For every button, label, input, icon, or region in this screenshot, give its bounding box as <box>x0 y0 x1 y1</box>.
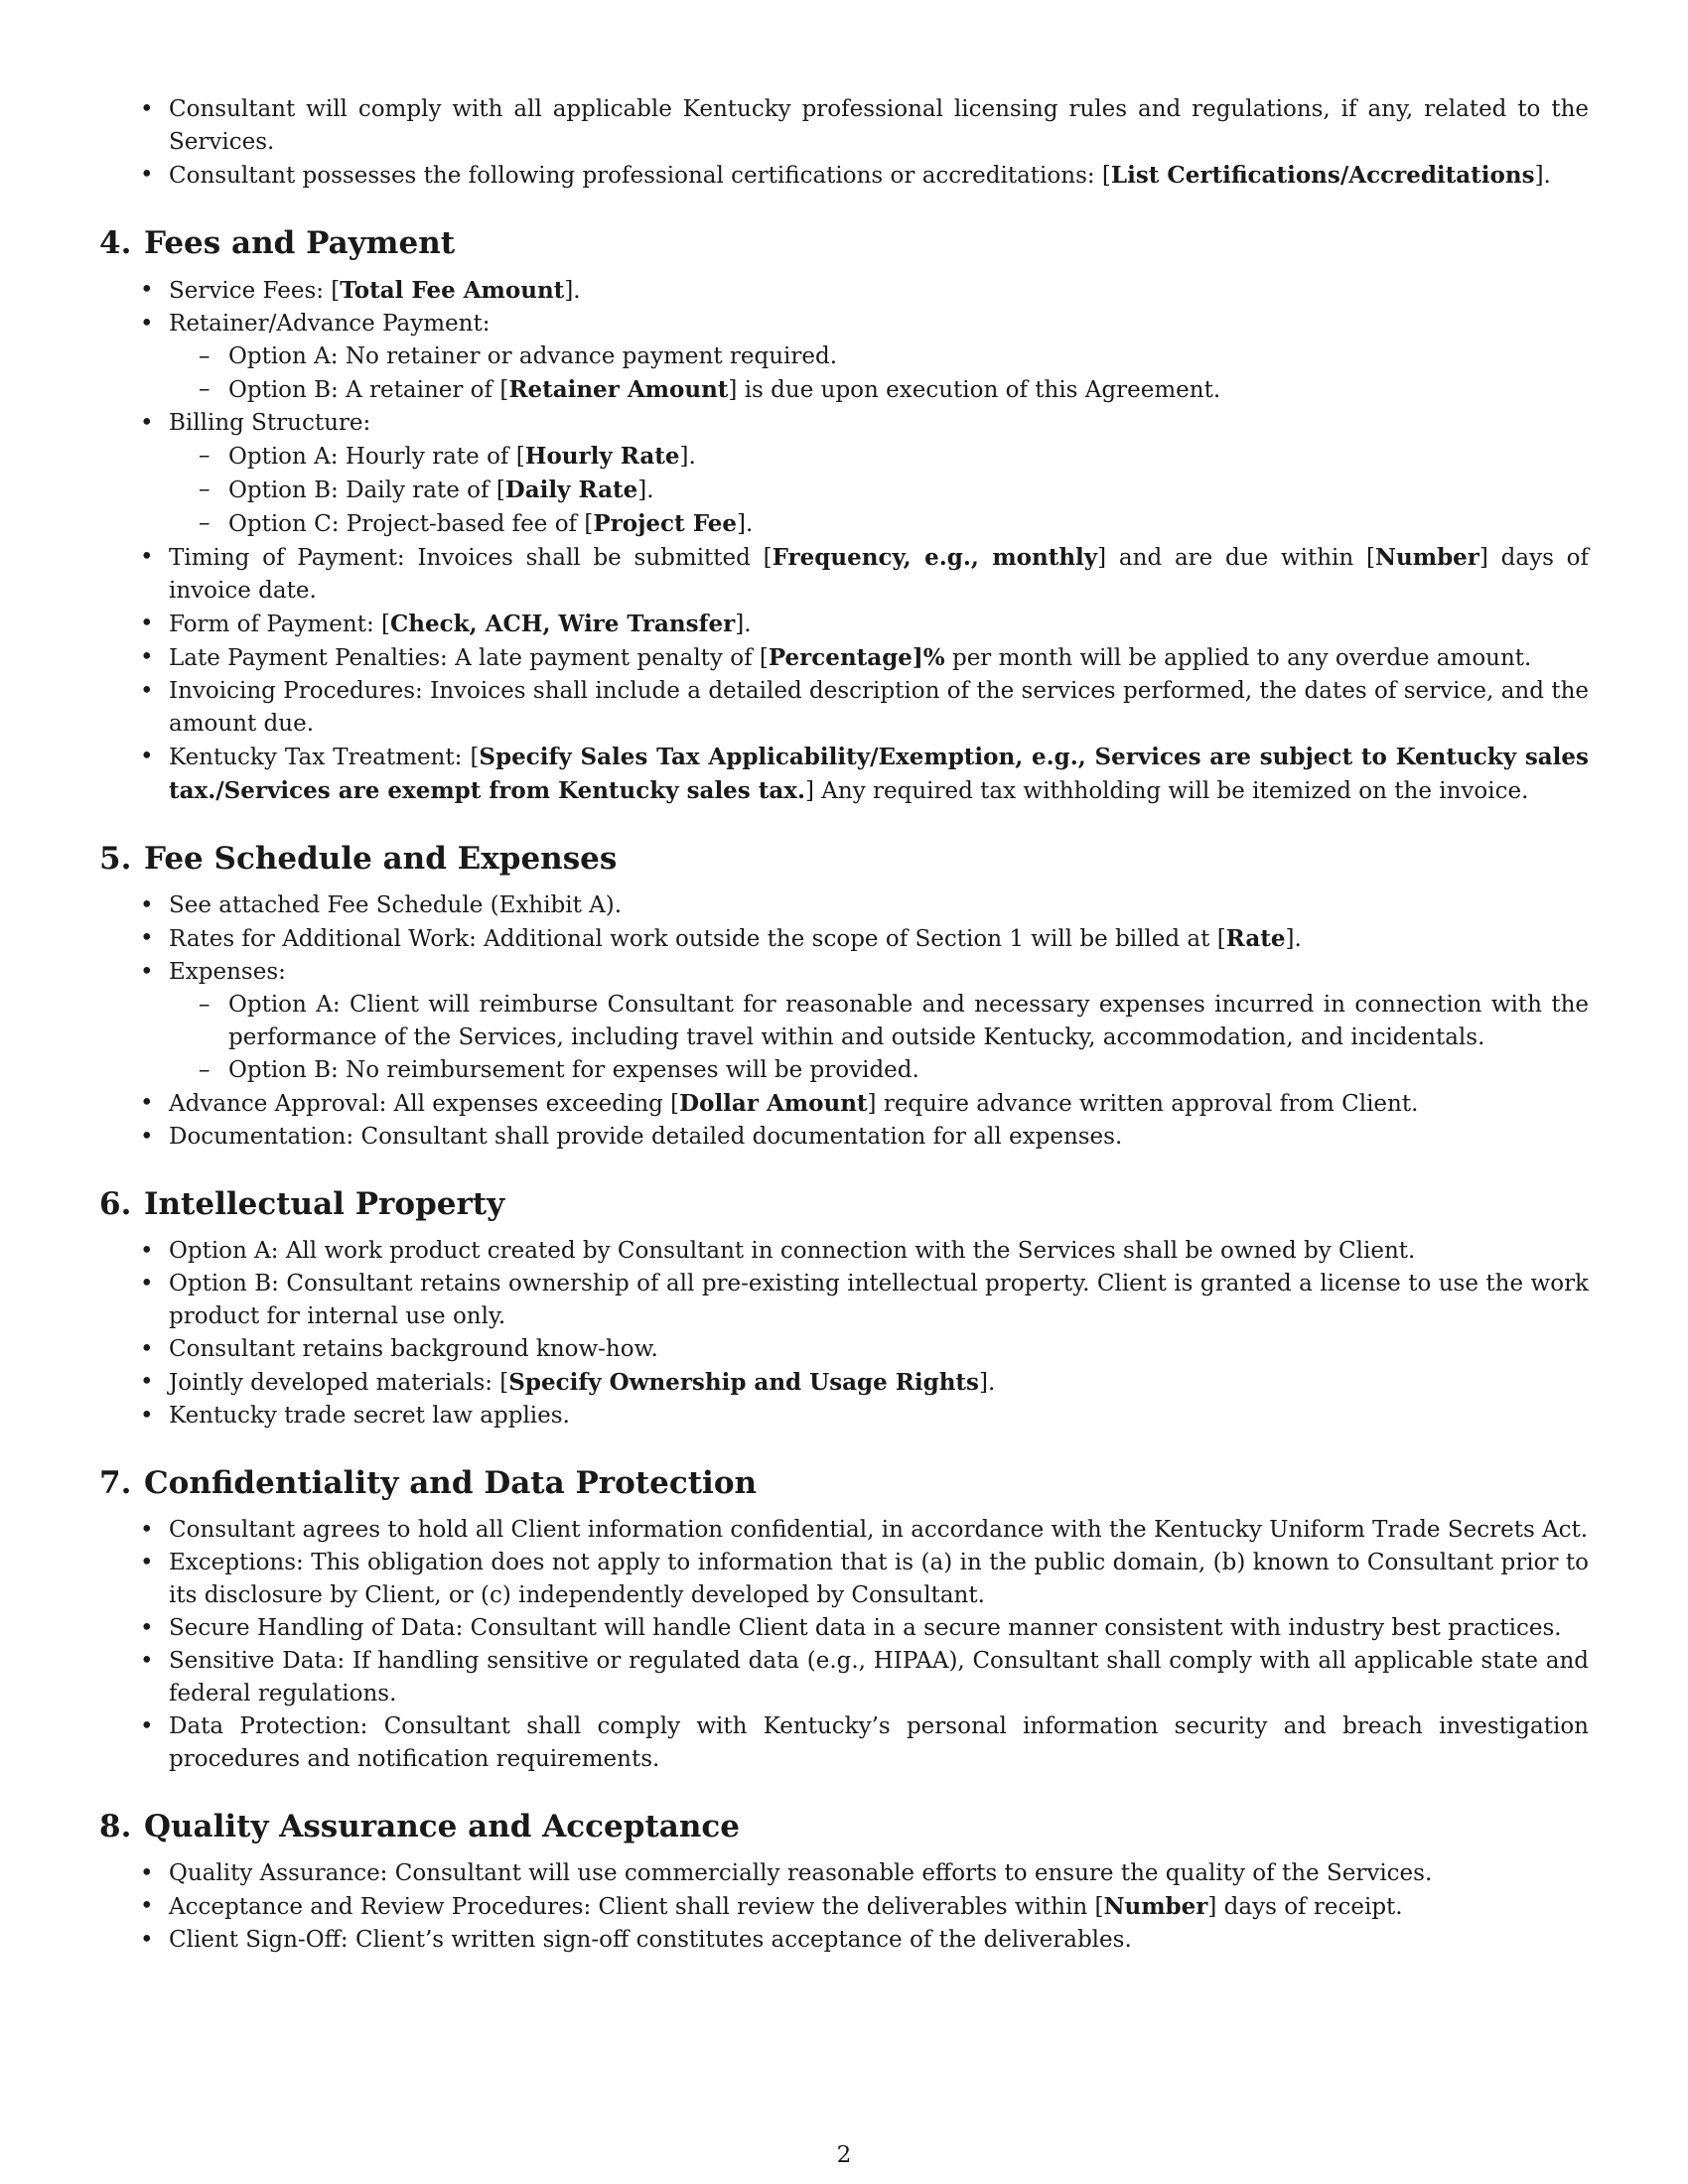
sub-list-item: – Option C: Project-based fee of [Project Fee]. <box>169 507 1589 541</box>
section-title-fee-schedule: 5. Fee Schedule and Expenses <box>99 841 618 877</box>
fees-list <box>99 274 1589 808</box>
list-item: • Rates for Additional Work: Additional work outside the scope of Section 1 will be billed at [Rate]. <box>99 922 1589 956</box>
fee-schedule-list <box>99 889 1589 1154</box>
list-item: • Kentucky trade secret law applies. <box>99 1400 1589 1433</box>
list-item: • Consultant possesses the following professional certifications or accreditations: [List Certifications/Accreditations]. <box>99 159 1589 193</box>
list-item: • Documentation: Consultant shall provide detailed documentation for all expenses. <box>99 1121 1589 1154</box>
list-item: • Kentucky Tax Treatment: [Specify Sales Tax Applicability/Exemption, e.g., Services are subject to Kentucky sales tax./Services are exempt from Kentucky sales tax.] Any required tax withholding will be itemized on the invoice. <box>99 741 1589 808</box>
list-item: • Option A: All work product created by Consultant in connection with the Services shall be owned by Client. <box>99 1235 1589 1268</box>
section-title-quality-assurance: 8. Quality Assurance and Acceptance <box>99 1809 740 1844</box>
sub-list-item: – Option B: Daily rate of [Daily Rate]. <box>169 474 1589 507</box>
list-item: • Timing of Payment: Invoices shall be submitted [Frequency, e.g., monthly] and are due within [Number] days of invoice date. <box>99 541 1589 608</box>
intro-list <box>99 93 1589 193</box>
list-item: • Jointly developed materials: [Specify Ownership and Usage Rights]. <box>99 1366 1589 1400</box>
list-item: • See attached Fee Schedule (Exhibit A). <box>99 889 1589 922</box>
list-item: • Form of Payment: [Check, ACH, Wire Transfer]. <box>99 608 1589 641</box>
sub-list-item: – Option B: A retainer of [Retainer Amount] is due upon execution of this Agreement. <box>169 373 1589 407</box>
quality-list <box>99 1857 1589 1957</box>
list-item: • Expenses: – Option A: Client will reimburse Consultant for reasonable and necessary expenses incurred in connection with the performance of the Services, including travel within and outside Kentucky, accommodation, and incidentals. – Option B: No reimbursement for expenses will be provided. <box>99 956 1589 1087</box>
list-item: • Quality Assurance: Consultant will use commercially reasonable efforts to ensure the quality of the Services. <box>99 1857 1589 1890</box>
list-item: • Option B: Consultant retains ownership of all pre-existing intellectual property. Client is granted a license to use the work product for internal use only. <box>99 1268 1589 1333</box>
sub-list-item: – Option A: Hourly rate of [Hourly Rate]. <box>169 440 1589 474</box>
list-item: • Advance Approval: All expenses exceeding [Dollar Amount] require advance written approval from Client. <box>99 1087 1589 1121</box>
list-item: • Secure Handling of Data: Consultant will handle Client data in a secure manner consistent with industry best practices. <box>99 1612 1589 1645</box>
list-item: • Client Sign-Off: Client’s written sign-off constitutes acceptance of the deliverables. <box>99 1924 1589 1957</box>
list-item: • Consultant agrees to hold all Client information confidential, in accordance with the Kentucky Uniform Trade Secrets Act. <box>99 1514 1589 1547</box>
list-item: • Billing Structure: – Option A: Hourly rate of [Hourly Rate]. – Option B: Daily rate of [Daily Rate]. – Option C: Project-based fee of [Project Fee]. <box>99 407 1589 541</box>
list-item: • Acceptance and Review Procedures: Client shall review the deliverables within [Number] days of receipt. <box>99 1890 1589 1924</box>
confidentiality-list <box>99 1514 1589 1776</box>
retainer-options <box>169 341 1589 407</box>
list-item: • Consultant retains background know-how. <box>99 1333 1589 1366</box>
section-title-intellectual-property: 6. Intellectual Property <box>99 1186 505 1222</box>
expense-options <box>169 989 1589 1087</box>
ip-list <box>99 1235 1589 1433</box>
sub-list-item: – Option A: Client will reimburse Consultant for reasonable and necessary expenses incurred in connection with the performance of the Services, including travel within and outside Kentucky, accommodation, and incidentals. <box>169 989 1589 1054</box>
document-page <box>99 93 1589 1957</box>
section-title-fees-and-payment: 4. Fees and Payment <box>99 225 456 261</box>
list-item: • Data Protection: Consultant shall comply with Kentucky’s personal information security and breach investigation procedures and notification requirements. <box>99 1710 1589 1776</box>
section-title-confidentiality: 7. Confidentiality and Data Protection <box>99 1465 758 1501</box>
sub-list-item: – Option B: No reimbursement for expenses will be provided. <box>169 1054 1589 1087</box>
page-number: 2 <box>836 2142 852 2168</box>
sub-list-item: – Option A: No retainer or advance payment required. <box>169 341 1589 373</box>
list-item: • Invoicing Procedures: Invoices shall include a detailed description of the services performed, the dates of service, and the amount due. <box>99 675 1589 741</box>
list-item: • Sensitive Data: If handling sensitive or regulated data (e.g., HIPAA), Consultant shall comply with all applicable state and federal regulations. <box>99 1645 1589 1710</box>
list-item: • Retainer/Advance Payment: – Option A: No retainer or advance payment required. – Option B: A retainer of [Retainer Amount] is due upon execution of this Agreement. <box>99 308 1589 407</box>
list-item: • Exceptions: This obligation does not apply to information that is (a) in the public domain, (b) known to Consultant prior to its disclosure by Client, or (c) independently developed by Consultant. <box>99 1547 1589 1612</box>
billing-options <box>169 440 1589 541</box>
list-item: • Service Fees: [Total Fee Amount]. <box>99 274 1589 308</box>
list-item: • Consultant will comply with all applicable Kentucky professional licensing rules and regulations, if any, related to the Services. <box>99 93 1589 159</box>
list-item: • Late Payment Penalties: A late payment penalty of [Percentage]% per month will be applied to any overdue amount. <box>99 641 1589 675</box>
